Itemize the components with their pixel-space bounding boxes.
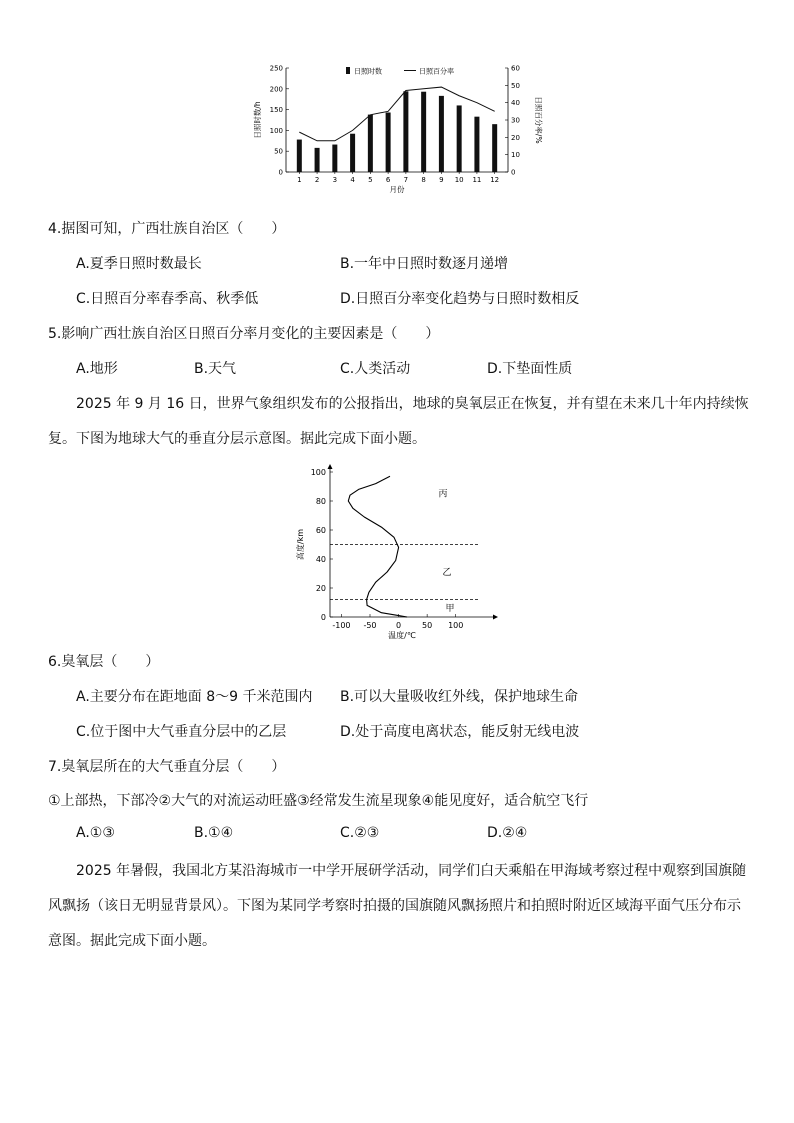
q6-stem: 6.臭氧层（ ） bbox=[48, 654, 160, 670]
temperature-curve bbox=[348, 476, 407, 617]
y2-tick-label: 10 bbox=[511, 151, 520, 160]
q5-option-b[interactable]: B.天气 bbox=[194, 361, 237, 377]
bar-sunshine-hours bbox=[492, 124, 497, 172]
q4-option-d[interactable]: D.日照百分率变化趋势与日照时数相反 bbox=[340, 291, 580, 307]
intro3-line1: 2025 年暑假，我国北方某沿海城市一中学开展研学活动，同学们白天乘船在甲海域考察过程中观察到国旗随 bbox=[76, 863, 747, 879]
x-tick-label: -100 bbox=[332, 621, 351, 630]
layer-label: 甲 bbox=[445, 604, 455, 615]
intro3-line2: 风飘扬（该日无明显背景风）。下图为某同学考察时拍摄的国旗随风飘扬照片和拍照时附近区域海平面气压分布示 bbox=[48, 898, 741, 914]
sunshine-chart bbox=[248, 60, 548, 200]
x-tick-label: 7 bbox=[403, 176, 409, 184]
bar-sunshine-hours bbox=[474, 117, 479, 172]
bar-sunshine-hours bbox=[421, 92, 426, 172]
q7-option-a[interactable]: A.①③ bbox=[76, 825, 115, 841]
x-tick-label: 1 bbox=[297, 176, 302, 184]
x-tick-label: 10 bbox=[454, 176, 464, 184]
bar-sunshine-hours bbox=[297, 140, 302, 172]
x-axis-label: 月份 bbox=[389, 185, 405, 194]
x-tick-label: 4 bbox=[350, 176, 355, 184]
bar-sunshine-hours bbox=[457, 105, 462, 172]
line-sunshine-percentage bbox=[299, 87, 494, 141]
q6-option-a[interactable]: A.主要分布在距地面 8～9 千米范围内 bbox=[76, 689, 313, 705]
bar-sunshine-hours bbox=[315, 148, 320, 172]
q7-statements: ①上部热，下部冷②大气的对流运动旺盛③经常发生流星现象④能见度好，适合航空飞行 bbox=[48, 793, 589, 809]
y-tick-label: 200 bbox=[269, 85, 283, 94]
layer-label: 乙 bbox=[442, 567, 452, 578]
y-tick-label: 150 bbox=[269, 106, 283, 115]
q5-option-a[interactable]: A.地形 bbox=[76, 361, 118, 377]
y-axis-label: 高度/km bbox=[296, 528, 305, 561]
layer-label: 丙 bbox=[438, 489, 448, 500]
x-tick-label: 0 bbox=[396, 621, 402, 630]
q6-option-b[interactable]: B.可以大量吸收红外线，保护地球生命 bbox=[340, 689, 579, 705]
y-tick-label: 20 bbox=[315, 584, 326, 593]
x-axis-label: 温度/℃ bbox=[388, 631, 416, 640]
y-tick-label: 50 bbox=[274, 147, 283, 156]
q5-option-d[interactable]: D.下垫面性质 bbox=[487, 361, 573, 377]
y-tick-label: 100 bbox=[310, 468, 326, 477]
bar-sunshine-hours bbox=[403, 91, 408, 172]
q7-option-b[interactable]: B.①④ bbox=[194, 825, 234, 841]
x-tick-label: 2 bbox=[314, 176, 320, 184]
x-tick-label: 100 bbox=[448, 621, 464, 630]
y-tick-label: 80 bbox=[315, 497, 326, 506]
x-axis-arrow bbox=[493, 615, 498, 620]
intro2-line2: 复。下图为地球大气的垂直分层示意图。据此完成下面小题。 bbox=[48, 431, 426, 447]
bar-sunshine-hours bbox=[386, 113, 391, 172]
y-tick-label: 100 bbox=[269, 126, 283, 135]
intro2-line1: 2025 年 9 月 16 日，世界气象组织发布的公报指出，地球的臭氧层正在恢复，并有望在未来几十年内持续恢 bbox=[76, 396, 749, 412]
q4-stem: 4.据图可知，广西壮族自治区（ ） bbox=[48, 221, 286, 237]
bar-sunshine-hours bbox=[350, 134, 355, 172]
q5-option-c[interactable]: C.人类活动 bbox=[340, 361, 411, 377]
y2-tick-label: 30 bbox=[511, 116, 520, 125]
x-tick-label: 6 bbox=[385, 176, 391, 184]
q6-option-c[interactable]: C.位于图中大气垂直分层中的乙层 bbox=[76, 724, 287, 740]
y-tick-label: 40 bbox=[315, 555, 326, 564]
q7-option-c[interactable]: C.②③ bbox=[340, 825, 380, 841]
bar-sunshine-hours bbox=[332, 145, 337, 172]
x-tick-label: 50 bbox=[422, 621, 433, 630]
q6-option-d[interactable]: D.处于高度电离状态，能反射无线电波 bbox=[340, 724, 580, 740]
y-tick-label: 60 bbox=[315, 526, 326, 535]
y2-tick-label: 60 bbox=[511, 64, 520, 73]
y-axis-label: 日照时数/h bbox=[253, 101, 262, 139]
atmosphere-layers-chart bbox=[290, 462, 505, 640]
intro3-line3: 意图。据此完成下面小题。 bbox=[48, 933, 216, 949]
q4-option-a[interactable]: A.夏季日照时数最长 bbox=[76, 256, 202, 272]
y-axis-arrow bbox=[328, 464, 333, 469]
y2-tick-label: 40 bbox=[511, 99, 520, 108]
y-tick-label: 250 bbox=[269, 64, 283, 73]
bar-sunshine-hours bbox=[439, 96, 444, 172]
y-tick-label: 0 bbox=[320, 613, 326, 622]
q4-option-b[interactable]: B.一年中日照时数逐月递增 bbox=[340, 256, 509, 272]
legend-line-label: 日照百分率 bbox=[419, 67, 454, 76]
x-tick-label: 11 bbox=[472, 176, 482, 184]
x-tick-label: 9 bbox=[439, 176, 444, 184]
y2-tick-label: 50 bbox=[511, 81, 520, 90]
q4-option-c[interactable]: C.日照百分率春季高、秋季低 bbox=[76, 291, 259, 307]
y2-tick-label: 20 bbox=[511, 133, 520, 142]
x-tick-label: 8 bbox=[421, 176, 426, 184]
y-tick-label: 0 bbox=[278, 168, 283, 177]
q7-option-d[interactable]: D.②④ bbox=[487, 825, 528, 841]
y2-axis-label: 日照百分率/% bbox=[534, 96, 543, 144]
y2-tick-label: 0 bbox=[511, 168, 516, 177]
x-tick-label: 12 bbox=[490, 176, 500, 184]
x-tick-label: 3 bbox=[332, 176, 338, 184]
q7-stem: 7.臭氧层所在的大气垂直分层（ ） bbox=[48, 759, 286, 775]
x-tick-label: -50 bbox=[363, 621, 377, 630]
x-tick-label: 5 bbox=[368, 176, 373, 184]
legend-bar-swatch bbox=[346, 67, 350, 74]
bar-sunshine-hours bbox=[368, 115, 373, 172]
q5-stem: 5.影响广西壮族自治区日照百分率月变化的主要因素是（ ） bbox=[48, 326, 440, 342]
legend-bar-label: 日照时数 bbox=[354, 67, 382, 76]
